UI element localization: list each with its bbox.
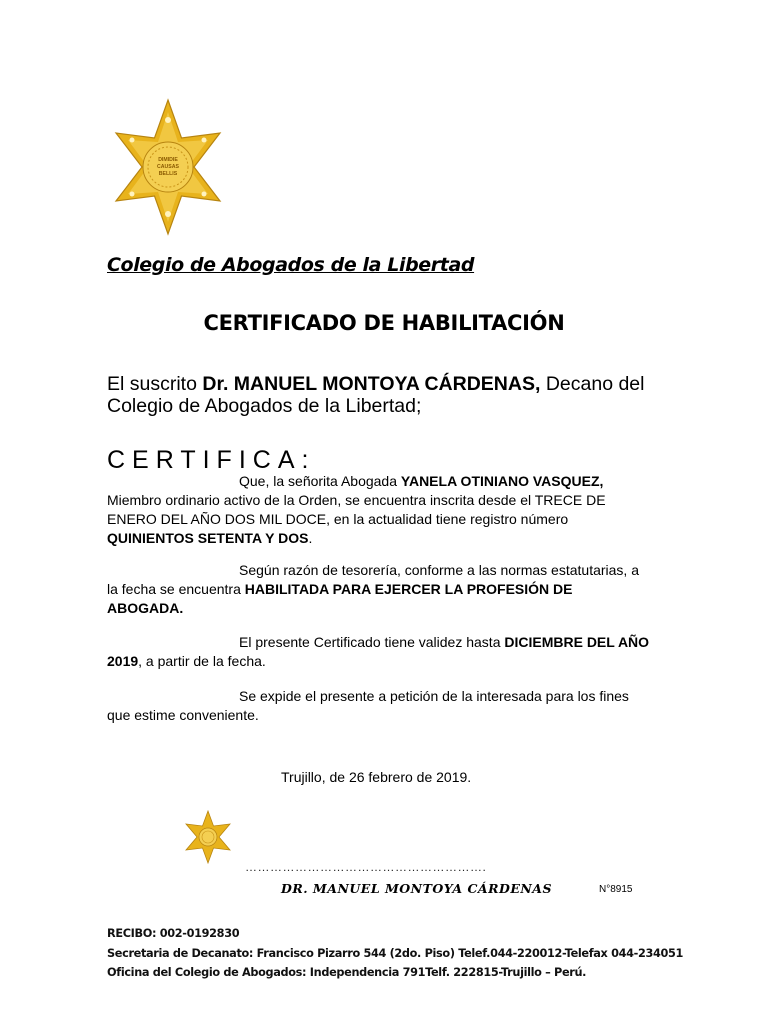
intro-paragraph xyxy=(107,373,667,417)
issue-date: Trujillo, de 26 febrero de 2019. xyxy=(281,769,472,785)
bar-association-seal-logo xyxy=(104,98,232,236)
p1-end: . xyxy=(308,530,313,546)
paragraph-purpose xyxy=(107,687,652,725)
paragraph-status xyxy=(107,561,652,618)
registration-number: QUINIENTOS SETENTA Y DOS xyxy=(107,530,309,546)
p4-text: Se expide el presente a petición de la interesada para los fines que estime conveniente. xyxy=(107,688,629,723)
footer xyxy=(107,924,683,983)
secretaria-address: Secretaria de Decanato: Francisco Pizarro 544 (2do. Piso) Telef.044-220012-Telefax 044-234051 xyxy=(107,946,684,960)
paragraph-membership xyxy=(107,472,652,548)
certificate-number: N°8915 xyxy=(599,884,633,895)
lawyer-name: YANELA OTINIANO VASQUEZ, xyxy=(400,473,604,489)
p1-text-a: Que, la señorita Abogada xyxy=(239,473,401,489)
habilitation-status: HABILITADA PARA EJERCER LA PROFESIÓN DE ABOGADA. xyxy=(107,581,573,616)
document-title: CERTIFICADO DE HABILITACIÓN xyxy=(203,311,565,335)
organization-name: Colegio de Abogados de la Libertad xyxy=(107,254,475,276)
p1-text-b: Miembro ordinario activo de la Orden, se encuentra inscrita desde el TRECE DE ENERO DEL AÑO DOS MIL DOCE, en la actualidad tiene registro número xyxy=(107,492,606,527)
dean-name: Dr. MANUEL MONTOYA CÁRDENAS, xyxy=(202,373,541,395)
p2-text-a: Según razón de tesorería, conforme a las normas estatutarias, a la fecha se encuentra xyxy=(107,562,639,597)
seal-motto-line-1: DIMIDIE xyxy=(158,157,178,163)
seal-motto-line-3: BELLIS xyxy=(158,171,178,177)
paragraph-validity xyxy=(107,633,652,671)
intro-suffix: Decano del Colegio de Abogados de la Libertad; xyxy=(107,373,645,417)
intro-prefix: El suscrito xyxy=(107,373,203,395)
small-seal-icon xyxy=(180,810,236,864)
signature-line: …………………………………………………. xyxy=(245,860,487,874)
p3-text-b: , a partir de la fecha. xyxy=(138,653,266,669)
certifica-heading: CERTIFICA: xyxy=(107,446,316,474)
signer-name: DR. MANUEL MONTOYA CÁRDENAS xyxy=(281,881,553,896)
seal-motto-line-2: CAUSAS xyxy=(157,164,179,170)
p3-text-a: El presente Certificado tiene validez hasta xyxy=(239,634,505,650)
receipt-number: RECIBO: 002-0192830 xyxy=(107,927,240,940)
oficina-address: Oficina del Colegio de Abogados: Independencia 791Telf. 222815-Trujillo – Perú. xyxy=(107,966,587,979)
validity-date: DICIEMBRE DEL AÑO 2019 xyxy=(107,634,650,669)
